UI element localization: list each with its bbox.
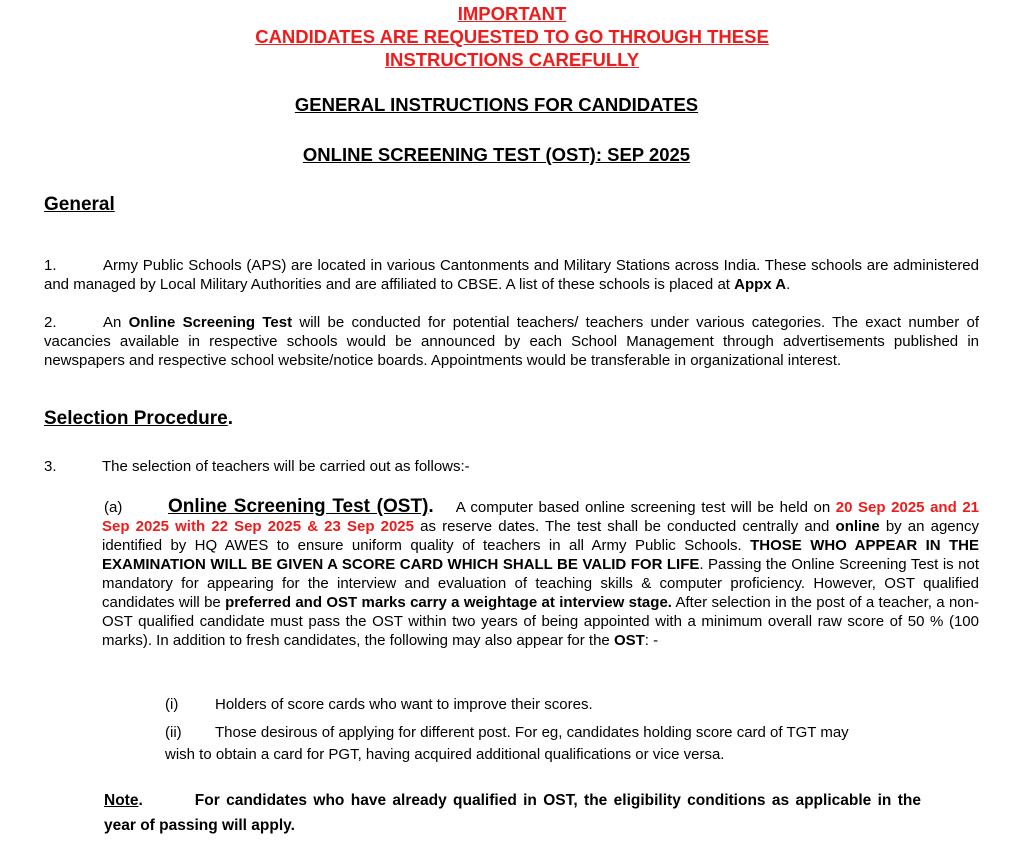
para-3a-t6: : - — [644, 632, 659, 649]
list-item — [165, 695, 965, 714]
para-1-number: 1. — [44, 257, 57, 274]
score-card-notice: THOSE WHO APPEAR IN THE EXAMINATION WILL BE GIVEN A SCORE CARD WHICH SHALL BE VALID FOR LIFE — [102, 537, 979, 573]
header-line-2: CANDIDATES ARE REQUESTED TO GO THROUGH THESE — [255, 26, 769, 47]
para-2-text: will be conducted for potential teachers/ teachers under various categories. The exact number of vacancies available in respective schools would be announced by each School Management through advertisements published in newspapers and respective school website/notice boards. Appointments would be transferable in organizational interest. — [44, 314, 980, 369]
important-heading: IMPORTANT — [457, 3, 567, 24]
section-selection — [44, 408, 233, 430]
ost-heading-dot: . — [428, 496, 434, 517]
item-i-label: (i) — [165, 696, 179, 713]
note-label: Note — [104, 792, 139, 809]
list-item-continuation — [165, 745, 965, 764]
item-ii-text-2: wish to obtain a card for PGT, having acquired additional qualifications or vice versa. — [165, 746, 725, 763]
para-3a-t4: . Passing the Online Screening Test is not mandatory for appearing for the interview and evaluation of teaching skills & computer proficiency. However, OST qualified candidates will be — [102, 556, 979, 611]
list-item — [165, 723, 965, 742]
section-general: General — [44, 194, 115, 215]
item-ii-label: (ii) — [165, 724, 182, 741]
item-i-text: Holders of score cards who want to improve their scores. — [215, 696, 593, 713]
paragraph-1 — [44, 256, 979, 294]
item-ii-text-1: Those desirous of applying for different post. For eg, candidates holding score card of TGT may — [215, 724, 849, 741]
header-line-3: INSTRUCTIONS CAREFULLY — [384, 49, 640, 70]
para-3a-t1: A computer based online screening test will be held on — [455, 499, 836, 516]
para-3-text: The selection of teachers will be carried out as follows:- — [102, 458, 470, 475]
para-3a-t3: by an agency identified by HQ AWES to ensure uniform quality of teachers in all Army Public Schools. — [102, 518, 979, 554]
paragraph-2 — [44, 313, 979, 370]
exam-dates: 20 Sep 2025 and 21 Sep 2025 with 22 Sep 2025 & 23 Sep 2025 — [102, 499, 980, 535]
para-3a-t5: After selection in the post of a teacher, a non-OST qualified candidate must pass the OST within two years of being appointed with a minimum overall raw score of 50 % (100 marks). In addition to fresh candidates, the following may also appear for the — [102, 594, 979, 649]
online-bold: online — [835, 518, 880, 535]
para-1-text: Army Public Schools (APS) are located in various Cantonments and Military Stations across India. These schools are administered and managed by Local Military Authorities and are affiliated to CBSE. A list of these schools is placed at — [44, 257, 979, 293]
weightage-notice: preferred and OST marks carry a weightage at interview stage. — [225, 594, 672, 611]
appx-a-ref: Appx A — [734, 276, 787, 293]
page-subtitle: ONLINE SCREENING TEST (OST): SEP 2025 — [302, 144, 691, 165]
paragraph-3a — [102, 497, 979, 650]
page-title: GENERAL INSTRUCTIONS FOR CANDIDATES — [294, 94, 699, 115]
para-3-number: 3. — [44, 458, 57, 475]
note-text: For candidates who have already qualified in OST, the eligibility conditions as applicable in the year of passing will apply. — [104, 792, 921, 834]
note-dot: . — [138, 792, 143, 809]
para-2-pre: An — [103, 314, 129, 331]
para-3a-t2: as reserve dates. The test shall be conducted centrally and — [414, 518, 836, 535]
para-2-number: 2. — [44, 314, 57, 331]
ost-bold: OST — [613, 632, 645, 649]
section-selection-dot: . — [227, 408, 234, 429]
para-3a-label: (a) — [104, 499, 123, 516]
ost-heading: Online Screening Test (OST) — [168, 496, 429, 517]
para-1-end: . — [786, 276, 791, 293]
note-block — [104, 788, 921, 838]
section-selection-label: Selection Procedure — [44, 408, 228, 429]
paragraph-3 — [44, 457, 979, 476]
para-2-bold: Online Screening Test — [128, 314, 293, 331]
